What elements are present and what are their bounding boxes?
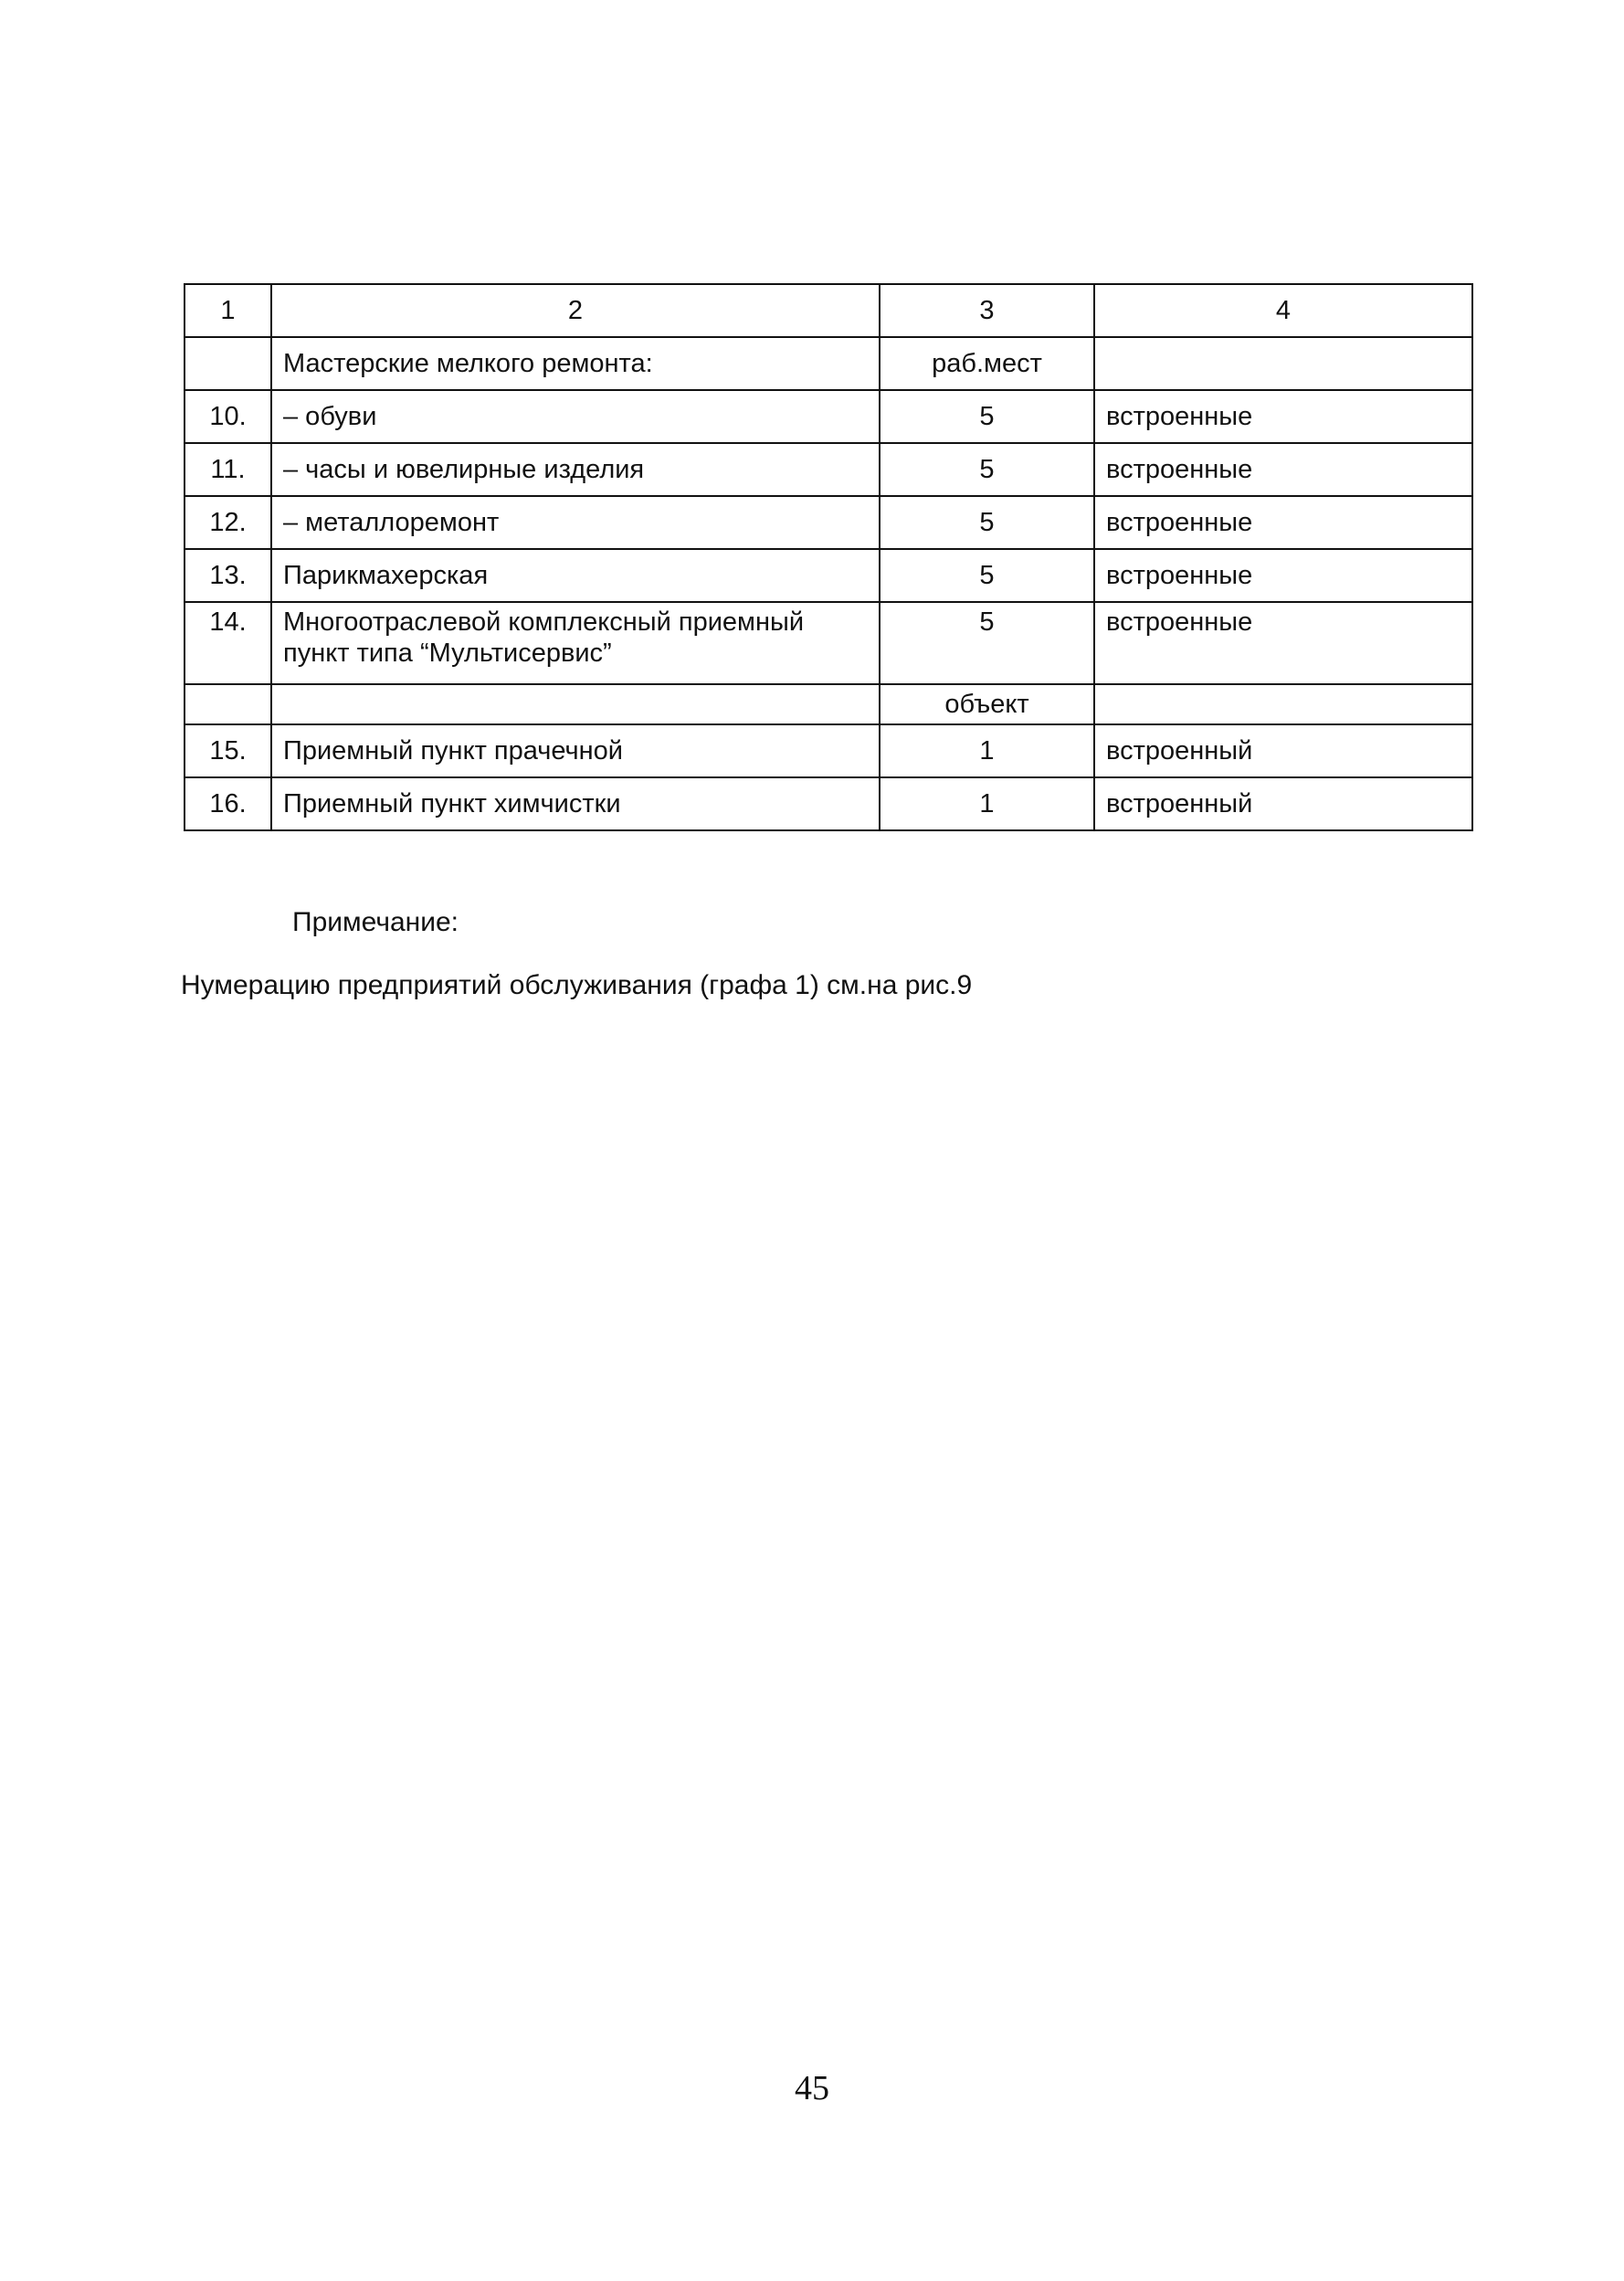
table-row xyxy=(185,549,1472,602)
table-header-row xyxy=(185,284,1472,337)
table-row xyxy=(185,443,1472,496)
table-row xyxy=(185,496,1472,549)
row-type xyxy=(1094,337,1472,390)
row-number: 12. xyxy=(185,496,271,549)
row-number: 11. xyxy=(185,443,271,496)
row-type xyxy=(1094,684,1472,724)
note-text: Нумерацию предприятий обслуживания (графа 1) см.на рис.9 xyxy=(181,970,973,1000)
row-number: 14. xyxy=(185,602,271,684)
row-number xyxy=(185,337,271,390)
row-value: 1 xyxy=(880,724,1094,777)
row-number: 15. xyxy=(185,724,271,777)
table-row xyxy=(185,724,1472,777)
row-value: 5 xyxy=(880,496,1094,549)
row-type: встроенные xyxy=(1094,496,1472,549)
row-name xyxy=(271,684,880,724)
row-type: встроенные xyxy=(1094,549,1472,602)
row-value: 5 xyxy=(880,602,1094,684)
table-row xyxy=(185,777,1472,830)
row-name: – обуви xyxy=(271,390,880,443)
row-name: Парикмахерская xyxy=(271,549,880,602)
row-name: Мастерские мелкого ремонта: xyxy=(271,337,880,390)
services-table xyxy=(184,283,1473,831)
header-col-2: 2 xyxy=(271,284,880,337)
row-type: встроенные xyxy=(1094,390,1472,443)
row-value: раб.мест xyxy=(880,337,1094,390)
header-col-4: 4 xyxy=(1094,284,1472,337)
row-value: 5 xyxy=(880,390,1094,443)
row-name: Приемный пункт прачечной xyxy=(271,724,880,777)
note-title: Примечание: xyxy=(292,907,459,937)
row-type: встроенные xyxy=(1094,602,1472,684)
row-number: 13. xyxy=(185,549,271,602)
table-row xyxy=(185,337,1472,390)
header-col-1: 1 xyxy=(185,284,271,337)
row-name-line: пункт типа “Мультисервис” xyxy=(283,639,612,668)
row-name xyxy=(271,602,880,684)
row-value: объект xyxy=(880,684,1094,724)
table-row xyxy=(185,602,1472,684)
row-name: – часы и ювелирные изделия xyxy=(271,443,880,496)
row-name: Приемный пункт химчистки xyxy=(271,777,880,830)
row-type: встроенный xyxy=(1094,724,1472,777)
header-col-3: 3 xyxy=(880,284,1094,337)
row-name: – металлоремонт xyxy=(271,496,880,549)
row-type: встроенный xyxy=(1094,777,1472,830)
table-row xyxy=(185,684,1472,724)
row-value: 5 xyxy=(880,443,1094,496)
row-type: встроенные xyxy=(1094,443,1472,496)
table-row xyxy=(185,390,1472,443)
row-number xyxy=(185,684,271,724)
row-number: 10. xyxy=(185,390,271,443)
row-number: 16. xyxy=(185,777,271,830)
row-value: 5 xyxy=(880,549,1094,602)
row-name-line: Многоотраслевой комплексный приемный xyxy=(283,607,805,637)
row-value: 1 xyxy=(880,777,1094,830)
page-number: 45 xyxy=(795,2069,829,2107)
